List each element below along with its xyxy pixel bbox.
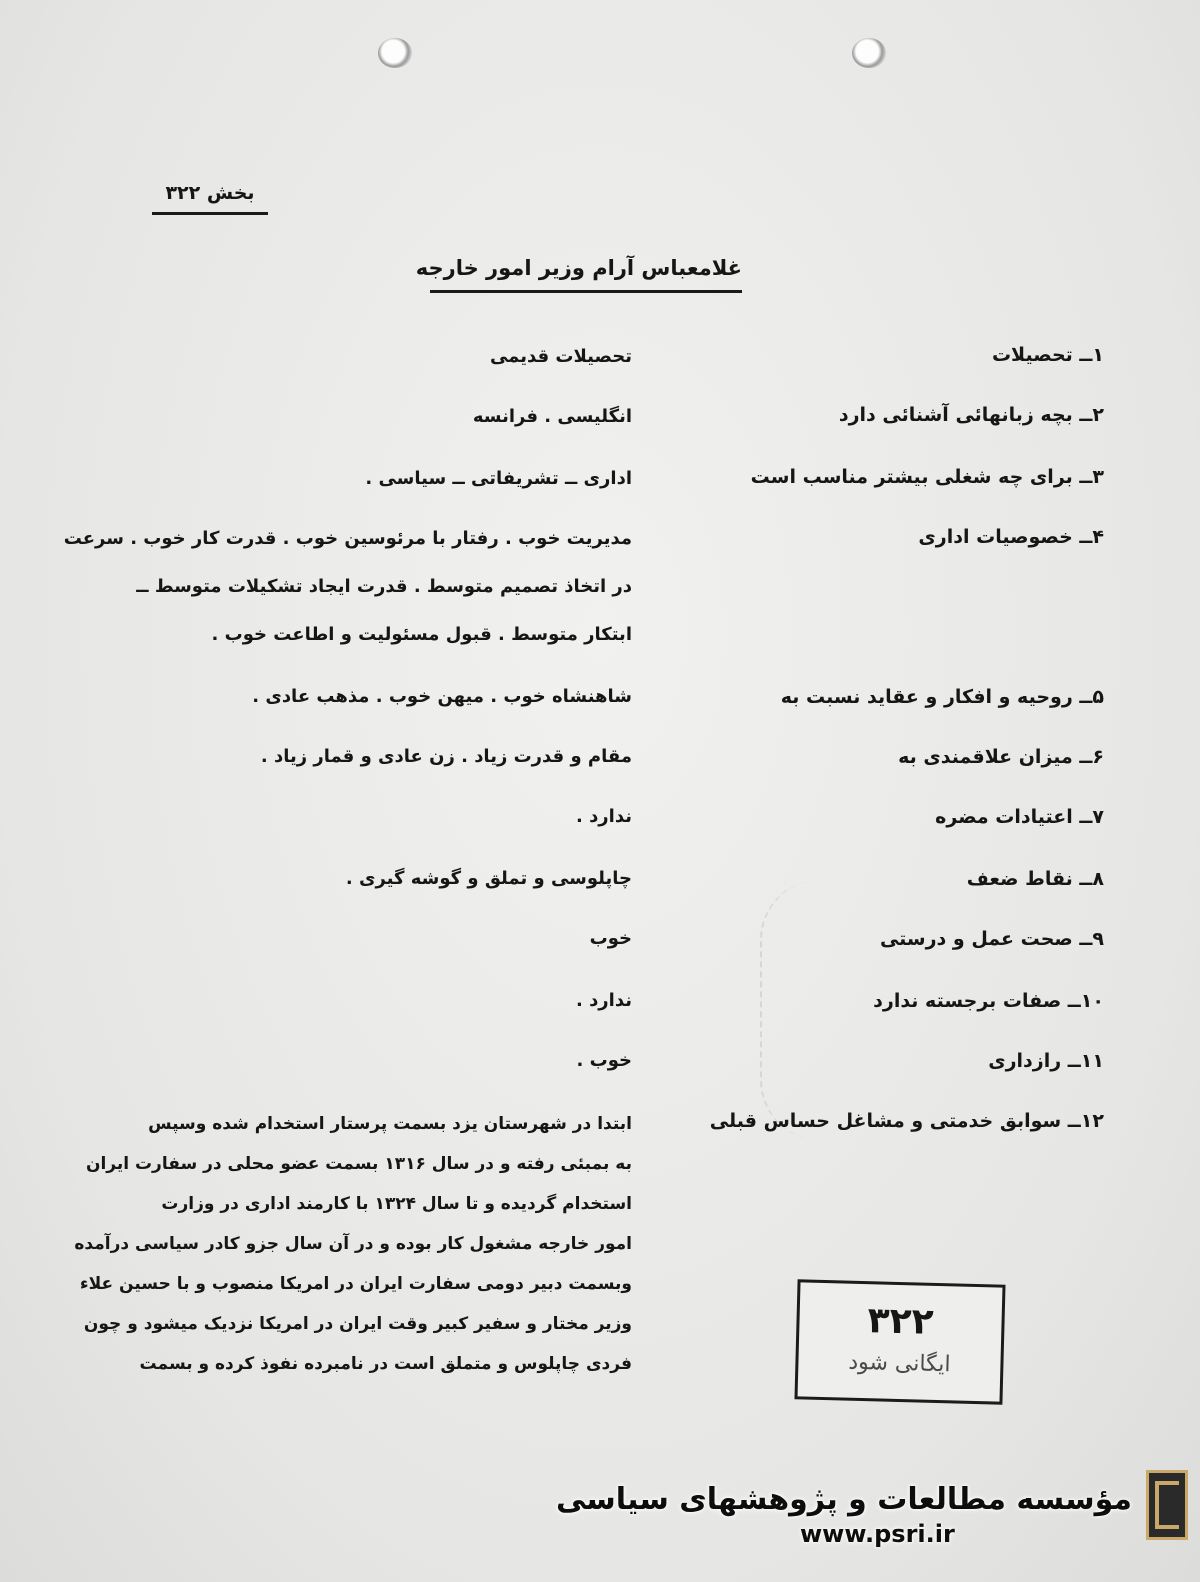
- question-2: ۲ــ بچه زبانهائی آشنائی دارد: [838, 404, 1104, 426]
- question-12: ۱۲ــ سوابق خدمتی و مشاغل حساس قبلی: [709, 1110, 1104, 1132]
- answer-5: شاهنشاه خوب . میهن خوب . مذهب عادی .: [252, 686, 632, 707]
- bio-line: به بمبئی رفته و در سال ۱۳۱۶ بسمت عضو محلی در سفارت ایران: [85, 1154, 632, 1174]
- answer-8: چاپلوسی و تملق و گوشه گیری .: [345, 868, 632, 889]
- psri-logo-icon: [1146, 1470, 1188, 1540]
- paper-smudge: [760, 880, 882, 1140]
- bio-line: فردی چاپلوس و متملق است در نامبرده نفوذ کرده و بسمت: [139, 1354, 632, 1374]
- bio-line: وبسمت دبیر دومی سفارت ایران در امریکا منصوب و با حسین علاء: [79, 1274, 632, 1294]
- stamp-number: ۳۲۲: [867, 1300, 935, 1343]
- biography-paragraph: [74, 1104, 632, 1384]
- answer-9: خوب: [589, 928, 632, 949]
- answer-11: خوب .: [576, 1050, 632, 1071]
- question-3: ۳ــ برای چه شغلی بیشتر مناسب است: [750, 466, 1104, 488]
- question-11: ۱۱ــ رازداری: [988, 1050, 1104, 1072]
- archive-stamp: [794, 1279, 1005, 1404]
- answer-3: اداری ــ تشریفاتی ــ سیاسی .: [365, 468, 632, 489]
- question-6: ۶ــ میزان علاقمندی به: [898, 746, 1104, 768]
- watermark-org-name: مؤسسه مطالعات و پژوهشهای سیاسی: [555, 1482, 1132, 1517]
- question-7: ۷ــ اعتیادات مضره: [935, 806, 1104, 828]
- bio-line: ابتدا در شهرستان یزد بسمت پرستار استخدام شده وسپس: [148, 1114, 632, 1134]
- document-title: غلامعباس آرام وزیر امور خارجه: [430, 256, 742, 293]
- question-8: ۸ــ نقاط ضعف: [966, 868, 1104, 890]
- punch-hole-right: [852, 38, 886, 68]
- section-label: بخش ۳۲۲: [152, 182, 268, 215]
- answer-4-line-2: در اتخاذ تصمیم متوسط . قدرت ایجاد تشکیلات متوسط ــ: [136, 576, 632, 597]
- stamp-text: ایگانی شود: [848, 1349, 951, 1378]
- question-9: ۹ــ صحت عمل و درستی: [879, 928, 1104, 950]
- answer-1: تحصیلات قدیمی: [489, 346, 632, 367]
- bio-line: وزیر مختار و سفیر کبیر وقت ایران در امریکا نزدیک میشود و چون: [83, 1314, 632, 1334]
- answer-4-line-3: ابتکار متوسط . قبول مسئولیت و اطاعت خوب .: [211, 624, 632, 645]
- punch-hole-left: [378, 38, 412, 68]
- question-1: ۱ــ تحصیلات: [991, 344, 1104, 366]
- answer-4-line-1: مدیریت خوب . رفتار با مرئوسین خوب . قدرت کار خوب . سرعت: [63, 528, 632, 549]
- bio-line: استخدام گردیده و تا سال ۱۳۲۴ با کارمند اداری در وزارت: [161, 1194, 632, 1214]
- bio-line: امور خارجه مشغول کار بوده و در آن سال جزو کادر سیاسی درآمده: [74, 1234, 632, 1254]
- question-5: ۵ــ روحیه و افکار و عقاید نسبت به: [780, 686, 1104, 708]
- answer-6: مقام و قدرت زیاد . زن عادی و قمار زیاد .: [260, 746, 632, 767]
- question-4: ۴ــ خصوصیات اداری: [918, 526, 1104, 548]
- question-10: ۱۰ــ صفات برجسته ندارد: [873, 990, 1104, 1012]
- answer-7: ندارد .: [575, 806, 632, 827]
- watermark-url: www.psri.ir: [800, 1520, 955, 1548]
- answer-2: انگلیسی . فرانسه: [472, 406, 632, 427]
- answer-10: ندارد .: [575, 990, 632, 1011]
